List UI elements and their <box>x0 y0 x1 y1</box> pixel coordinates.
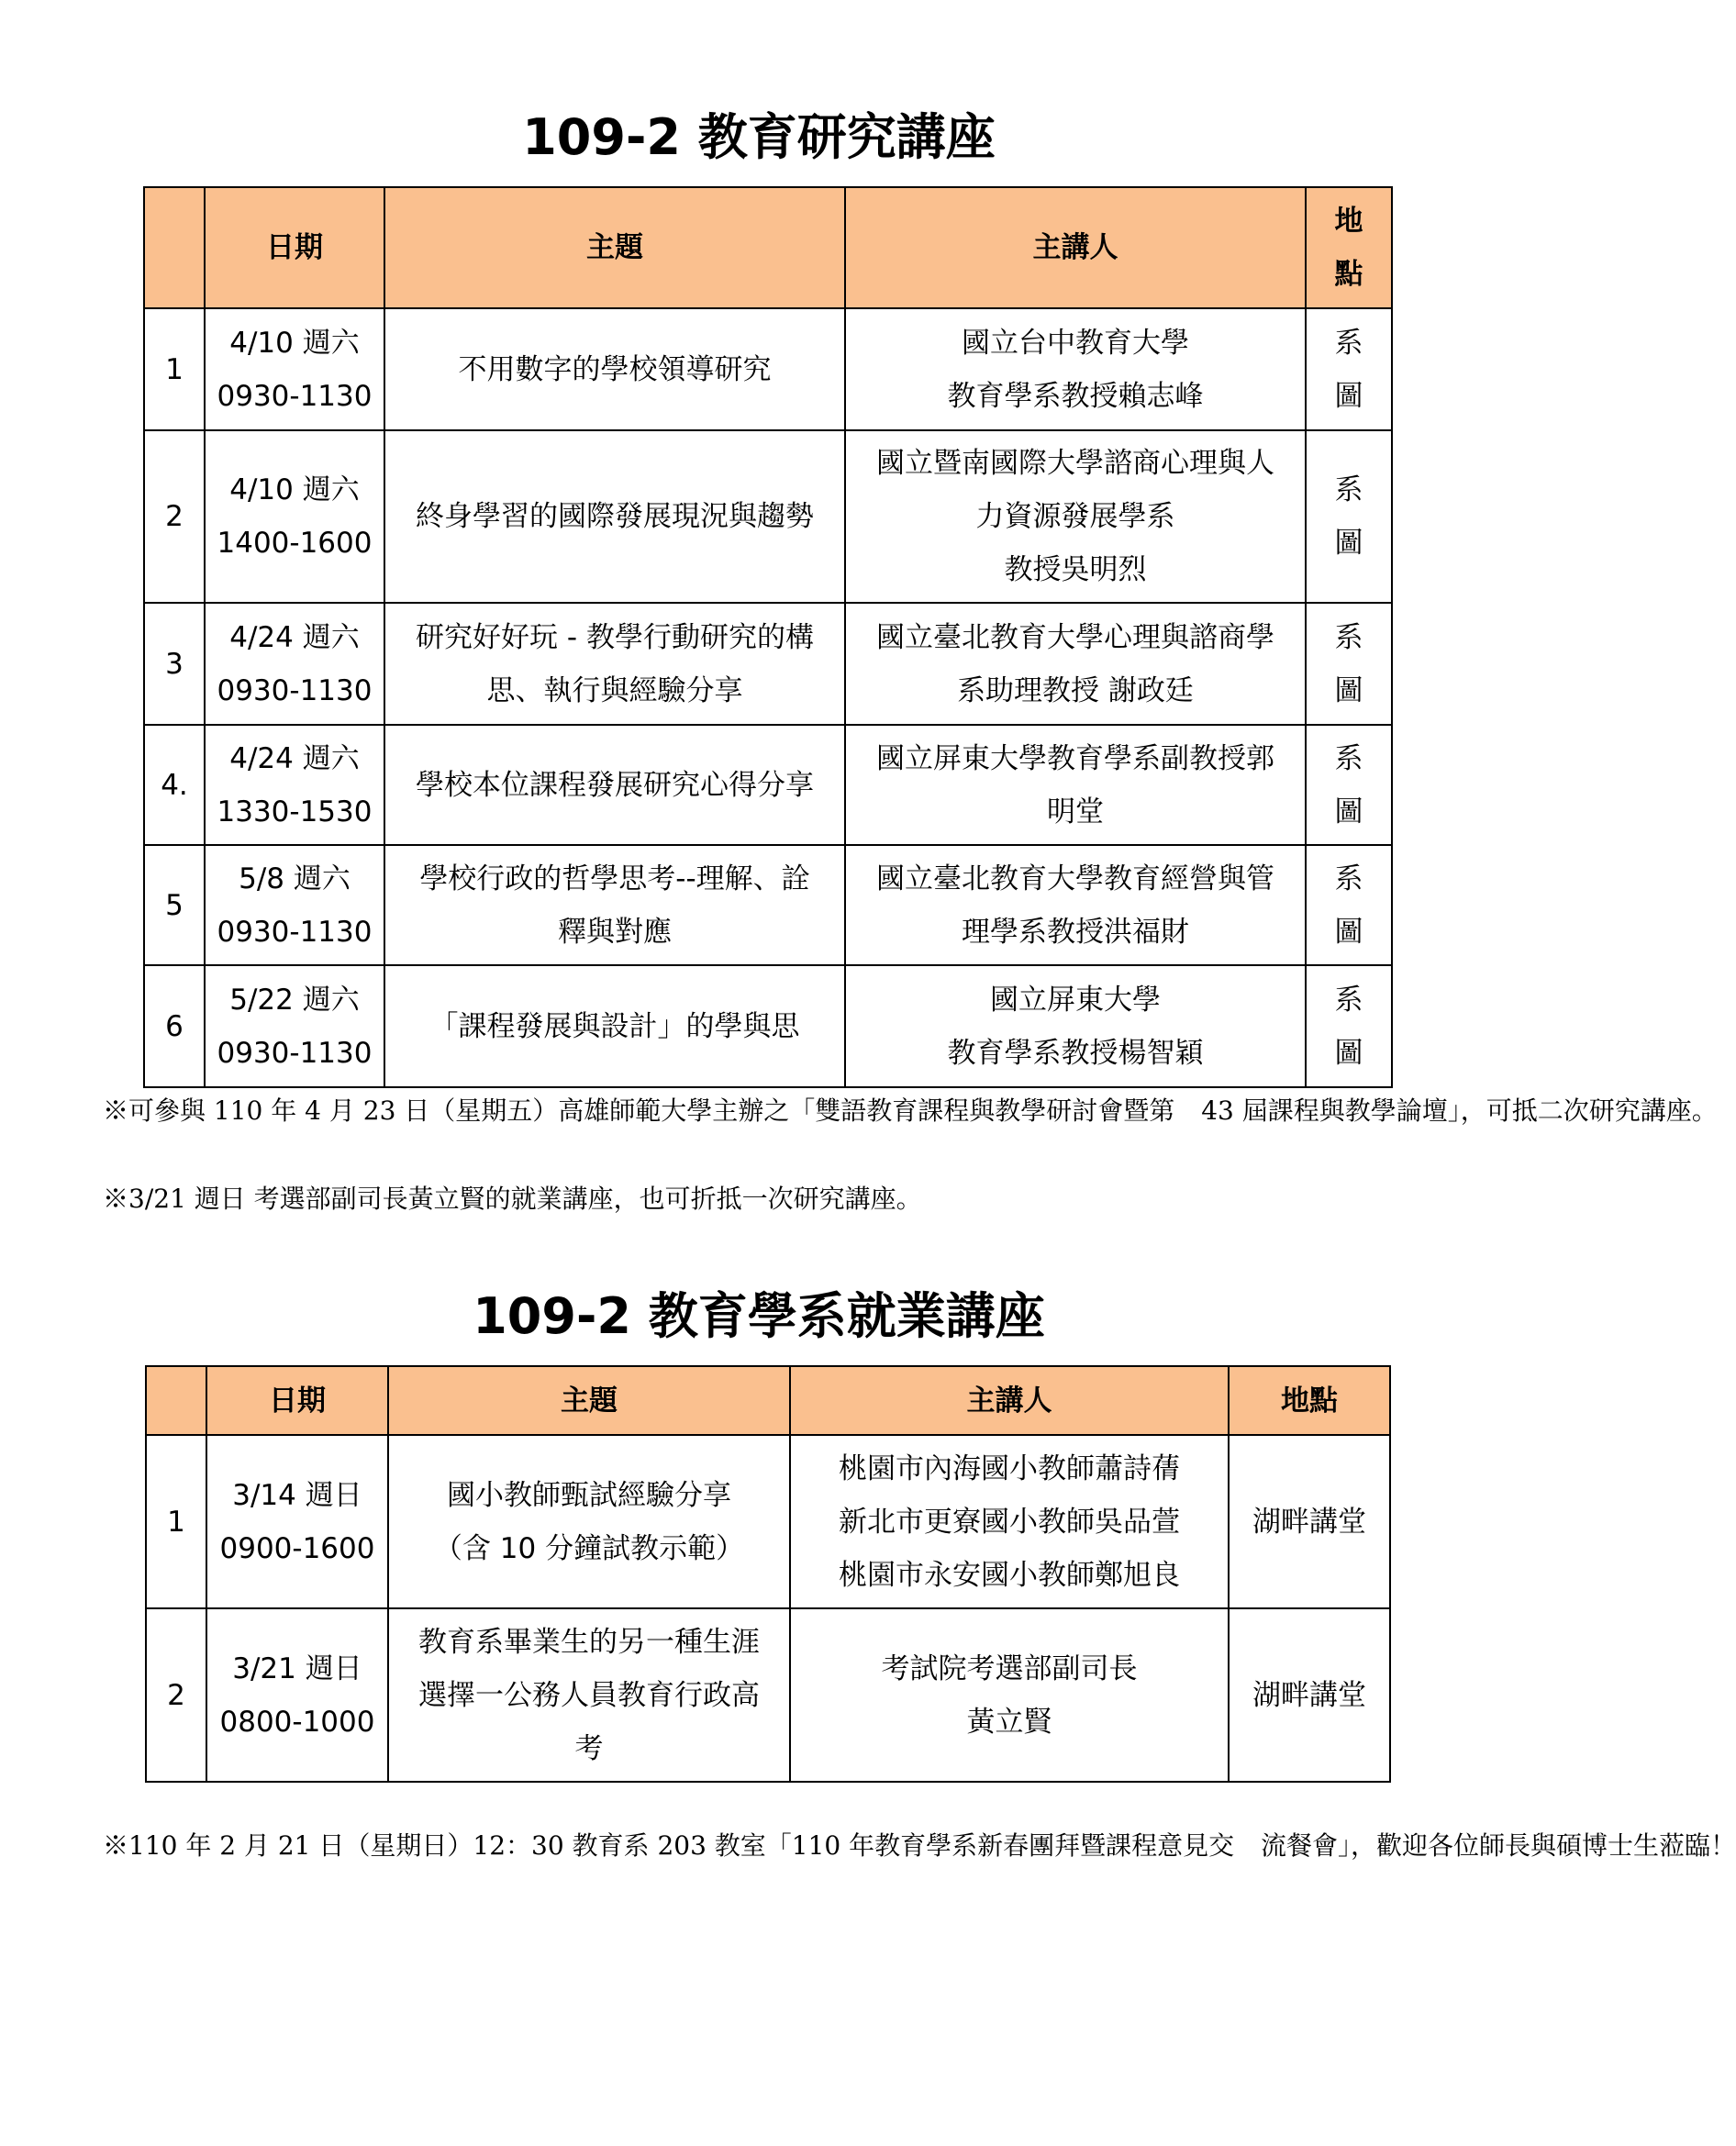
row-date: 3/14 週日 <box>232 1478 362 1512</box>
cell-line: 學校本位課程發展研究心得分享 <box>416 768 814 802</box>
row-location-text: 系圖 <box>1334 620 1363 707</box>
header-location <box>1306 187 1392 308</box>
header-speaker: 主講人 <box>790 1366 1229 1435</box>
cell-line: 力資源發展學系 <box>975 500 1175 533</box>
row-speaker <box>845 603 1306 725</box>
header-speaker: 主講人 <box>845 187 1306 308</box>
row-datetime <box>206 1435 388 1608</box>
cell-line: 研究好好玩 - 教學行動研究的構 <box>416 620 814 654</box>
row-number: 4. <box>144 725 205 845</box>
cell-line: 國立臺北教育大學教育經營與管 <box>876 862 1274 895</box>
cell-line: 思、執行與經驗分享 <box>486 673 743 707</box>
row-date: 4/24 週六 <box>229 741 360 775</box>
cell-line: 教授吳明烈 <box>1004 553 1147 586</box>
row-speaker <box>845 430 1306 603</box>
row-datetime <box>205 308 384 430</box>
cell-line: 「課程發展與設計」的學與思 <box>429 1009 800 1043</box>
cell-line: 桃園市永安國小教師鄭旭良 <box>839 1558 1180 1592</box>
row-topic <box>384 603 845 725</box>
cell-line: 系助理教授 謝政廷 <box>957 673 1194 707</box>
row-location <box>1306 603 1392 725</box>
cell-line: 桃園市內海國小教師蕭詩蒨 <box>839 1451 1180 1485</box>
row-date: 3/21 週日 <box>232 1651 362 1685</box>
cell-line: 國立屏東大學 <box>990 983 1161 1017</box>
row-date: 4/10 週六 <box>229 473 360 506</box>
footnote-line: 43 屆課程與教學論壇」，可抵二次研究講座。 <box>1201 1095 1718 1126</box>
row-datetime <box>205 725 384 845</box>
header-location: 地點 <box>1229 1366 1390 1435</box>
row-location <box>1306 845 1392 965</box>
row-time: 0930-1130 <box>217 673 373 707</box>
cell-line: 考 <box>574 1731 604 1765</box>
row-location: 湖畔講堂 <box>1229 1608 1390 1782</box>
row-datetime <box>205 430 384 603</box>
footnote-spring-gathering <box>103 1824 1736 1868</box>
cell-line: 國立臺北教育大學心理與諮商學 <box>876 620 1274 654</box>
row-topic <box>388 1435 790 1608</box>
header-location-text: 地點 <box>1334 205 1363 291</box>
header-topic: 主題 <box>384 187 845 308</box>
row-location: 湖畔講堂 <box>1229 1435 1390 1608</box>
row-time: 1330-1530 <box>217 795 373 828</box>
row-speaker <box>845 845 1306 965</box>
row-date: 5/22 週六 <box>229 983 360 1017</box>
cell-line: 明堂 <box>1047 795 1104 828</box>
row-speaker <box>845 308 1306 430</box>
cell-line: 教育學系教授賴志峰 <box>947 379 1204 413</box>
row-datetime <box>205 603 384 725</box>
table-row <box>146 1608 1390 1782</box>
row-speaker <box>790 1608 1229 1782</box>
row-date: 4/24 週六 <box>229 620 360 654</box>
header-no <box>146 1366 206 1435</box>
table-row <box>144 308 1392 430</box>
row-number: 3 <box>144 603 205 725</box>
footnote-line: ※可參與 110 年 4 月 23 日（星期五）高雄師範大學主辦之「雙語教育課程與教學研討會暨第 <box>103 1095 1175 1126</box>
row-time: 0930-1130 <box>217 1036 373 1070</box>
cell-line: 教育系畢業生的另一種生涯 <box>418 1625 760 1659</box>
table-header-row <box>144 187 1392 308</box>
row-speaker <box>845 965 1306 1087</box>
cell-line: 國立屏東大學教育學系副教授郭 <box>876 741 1274 775</box>
row-number: 5 <box>144 845 205 965</box>
row-topic <box>384 725 845 845</box>
row-time: 1400-1600 <box>217 527 373 560</box>
row-number: 6 <box>144 965 205 1087</box>
row-location-text: 系圖 <box>1334 862 1363 949</box>
cell-line: 理學系教授洪福財 <box>962 915 1189 949</box>
row-location-text: 系圖 <box>1334 473 1363 560</box>
footnote-career-substitute: ※3/21 週日 考選部副司長黃立賢的就業講座，也可折抵一次研究講座。 <box>103 1184 922 1214</box>
row-location-text: 系圖 <box>1334 741 1363 828</box>
research-lectures-title: 109-2 教育研究講座 <box>522 108 996 166</box>
row-number: 1 <box>144 308 205 430</box>
header-date: 日期 <box>205 187 384 308</box>
row-topic <box>388 1608 790 1782</box>
cell-line: 學校行政的哲學思考--理解、詮 <box>419 862 810 895</box>
row-number: 2 <box>144 430 205 603</box>
cell-line: 國小教師甄試經驗分享 <box>447 1478 731 1512</box>
row-date: 5/8 週六 <box>239 862 351 895</box>
table-row <box>144 430 1392 603</box>
header-date: 日期 <box>206 1366 388 1435</box>
row-topic <box>384 845 845 965</box>
row-location <box>1306 308 1392 430</box>
cell-line: 釋與對應 <box>558 915 672 949</box>
row-speaker <box>845 725 1306 845</box>
footnote-line: 流餐會」，歡迎各位師長與碩博士生蒞臨！ <box>1261 1830 1736 1861</box>
cell-line: 教育學系教授楊智穎 <box>947 1036 1204 1070</box>
table-row <box>144 603 1392 725</box>
table-row <box>144 845 1392 965</box>
row-datetime <box>205 845 384 965</box>
row-location <box>1306 965 1392 1087</box>
row-date: 4/10 週六 <box>229 326 360 360</box>
row-location-text: 系圖 <box>1334 983 1363 1070</box>
cell-line: 不用數字的學校領導研究 <box>458 352 772 386</box>
row-time: 0930-1130 <box>217 915 373 949</box>
table-row <box>144 965 1392 1087</box>
row-number: 1 <box>146 1435 206 1608</box>
row-speaker <box>790 1435 1229 1608</box>
row-datetime <box>206 1608 388 1782</box>
cell-line: 黃立賢 <box>966 1705 1052 1739</box>
row-location-text: 系圖 <box>1334 326 1363 413</box>
row-time: 0800-1000 <box>219 1705 375 1739</box>
table-header-row <box>146 1366 1390 1435</box>
table-row <box>146 1435 1390 1608</box>
row-location <box>1306 725 1392 845</box>
research-lectures-table <box>143 186 1393 1088</box>
career-lectures-title: 109-2 教育學系就業講座 <box>473 1287 1045 1345</box>
row-topic <box>384 430 845 603</box>
cell-line: 選擇一公務人員教育行政高 <box>418 1678 760 1712</box>
row-time: 0900-1600 <box>219 1531 375 1565</box>
cell-line: 新北市更寮國小教師吳品萱 <box>839 1505 1180 1539</box>
cell-line: 國立台中教育大學 <box>962 326 1189 360</box>
row-datetime <box>205 965 384 1087</box>
row-time: 0930-1130 <box>217 379 373 413</box>
footnote-line: ※110 年 2 月 21 日（星期日）12：30 教育系 203 教室「110 年教育學系新春團拜暨課程意見交 <box>103 1830 1235 1861</box>
career-lectures-table <box>145 1365 1391 1783</box>
header-topic: 主題 <box>388 1366 790 1435</box>
cell-line: 國立暨南國際大學諮商心理與人 <box>876 447 1274 480</box>
header-no <box>144 187 205 308</box>
cell-line: 終身學習的國際發展現況與趨勢 <box>416 500 814 533</box>
footnote-bilingual-conference <box>103 1089 1718 1133</box>
row-topic <box>384 308 845 430</box>
cell-line: 考試院考選部副司長 <box>881 1651 1138 1685</box>
cell-line: （含 10 分鐘試教示範） <box>433 1531 745 1565</box>
table-row <box>144 725 1392 845</box>
row-number: 2 <box>146 1608 206 1782</box>
row-topic <box>384 965 845 1087</box>
row-location <box>1306 430 1392 603</box>
